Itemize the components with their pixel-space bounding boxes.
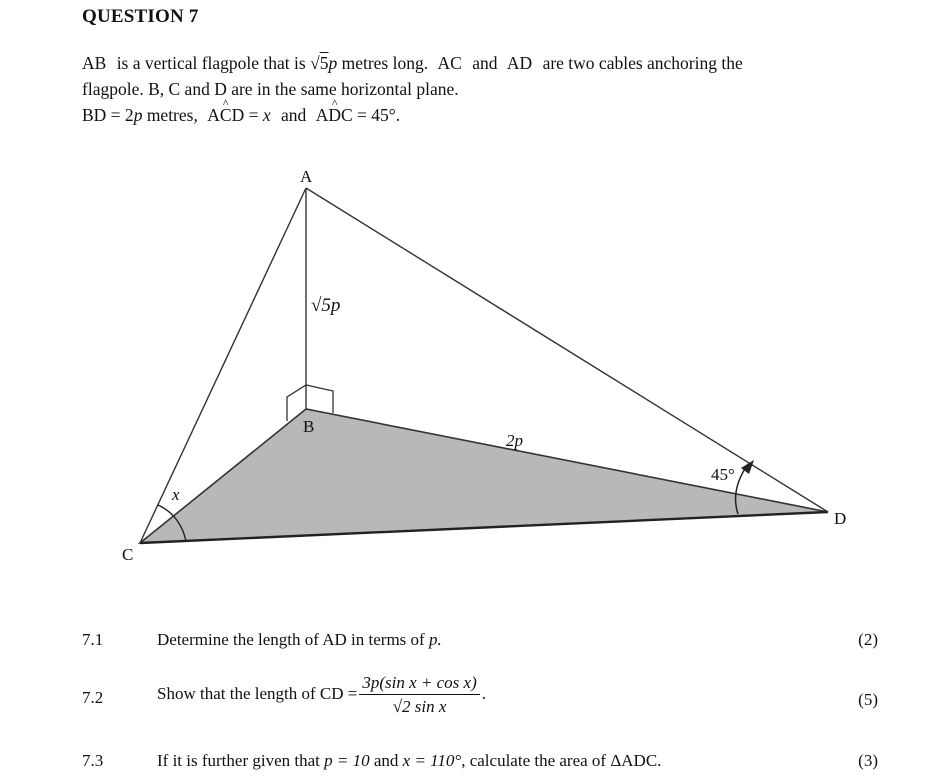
segment-ad: AD bbox=[322, 630, 347, 649]
question-number-7-2: 7.2 bbox=[82, 688, 104, 707]
label-a: A bbox=[300, 167, 313, 186]
label-ab-length: √5p bbox=[311, 295, 341, 316]
question-text-7-1 bbox=[157, 630, 442, 650]
label-c: C bbox=[122, 545, 134, 564]
question-text-7-2 bbox=[157, 673, 486, 717]
segment-ad: AD bbox=[506, 53, 533, 73]
question-number-7-3: 7.3 bbox=[82, 751, 104, 770]
segment-ab: AB bbox=[82, 53, 107, 73]
triangle-adc: ΔADC. bbox=[610, 751, 662, 770]
var-p: p bbox=[133, 105, 143, 125]
pt-hat: ^ C bbox=[220, 105, 232, 126]
text: are two cables anchoring the bbox=[542, 53, 743, 73]
fraction-numerator: 3p(sin x + cos x) bbox=[359, 673, 479, 695]
radicand: 5 bbox=[319, 53, 329, 73]
question-number-7-1: 7.1 bbox=[82, 630, 104, 649]
pt: D = bbox=[231, 105, 263, 125]
pt: A bbox=[315, 105, 329, 125]
fraction-denominator: √2 sin x bbox=[392, 697, 447, 716]
segment-ac: AC bbox=[437, 53, 462, 73]
marks-7-1: (2) bbox=[858, 630, 878, 649]
intro-line-2: flagpole. B, C and D are in the same horizontal plane. bbox=[82, 79, 459, 99]
label-d: D bbox=[834, 509, 847, 528]
text: . bbox=[481, 683, 486, 703]
text: Determine the length of bbox=[157, 630, 319, 649]
label-bd-length: 2p bbox=[506, 431, 523, 450]
var-p: p bbox=[328, 53, 338, 73]
label-angle-x: x bbox=[172, 485, 180, 504]
marks-7-3: (3) bbox=[858, 751, 878, 770]
text: Show that the length of bbox=[157, 683, 316, 703]
text: metres long. bbox=[341, 53, 429, 73]
question-heading: QUESTION 7 bbox=[82, 6, 199, 27]
text: and bbox=[281, 105, 307, 125]
label-angle-45: 45° bbox=[711, 465, 735, 484]
var-p: p. bbox=[428, 630, 442, 649]
marks-7-2: (5) bbox=[858, 690, 878, 709]
text: metres, bbox=[146, 105, 198, 125]
question-text-7-3 bbox=[157, 751, 661, 771]
text: in terms of bbox=[351, 630, 425, 649]
var-x: x bbox=[262, 105, 271, 125]
pt: A bbox=[207, 105, 220, 125]
sqrt-symbol: √ bbox=[310, 53, 320, 73]
bd-eq: BD = 2 bbox=[82, 105, 134, 125]
pt-hat: ^ D bbox=[328, 105, 341, 126]
text: and bbox=[472, 53, 498, 73]
text: is a vertical flagpole that is bbox=[116, 53, 306, 73]
cd-eq: CD = bbox=[319, 683, 358, 703]
label-b: B bbox=[303, 417, 315, 436]
text: If it is further given that bbox=[157, 751, 320, 770]
text: calculate the area of bbox=[469, 751, 607, 770]
text: and bbox=[373, 751, 399, 770]
x-value: x = 110°, bbox=[402, 751, 466, 770]
p-value: p = 10 bbox=[324, 751, 370, 770]
cd-fraction bbox=[359, 673, 479, 717]
pt: C = 45°. bbox=[341, 105, 401, 125]
